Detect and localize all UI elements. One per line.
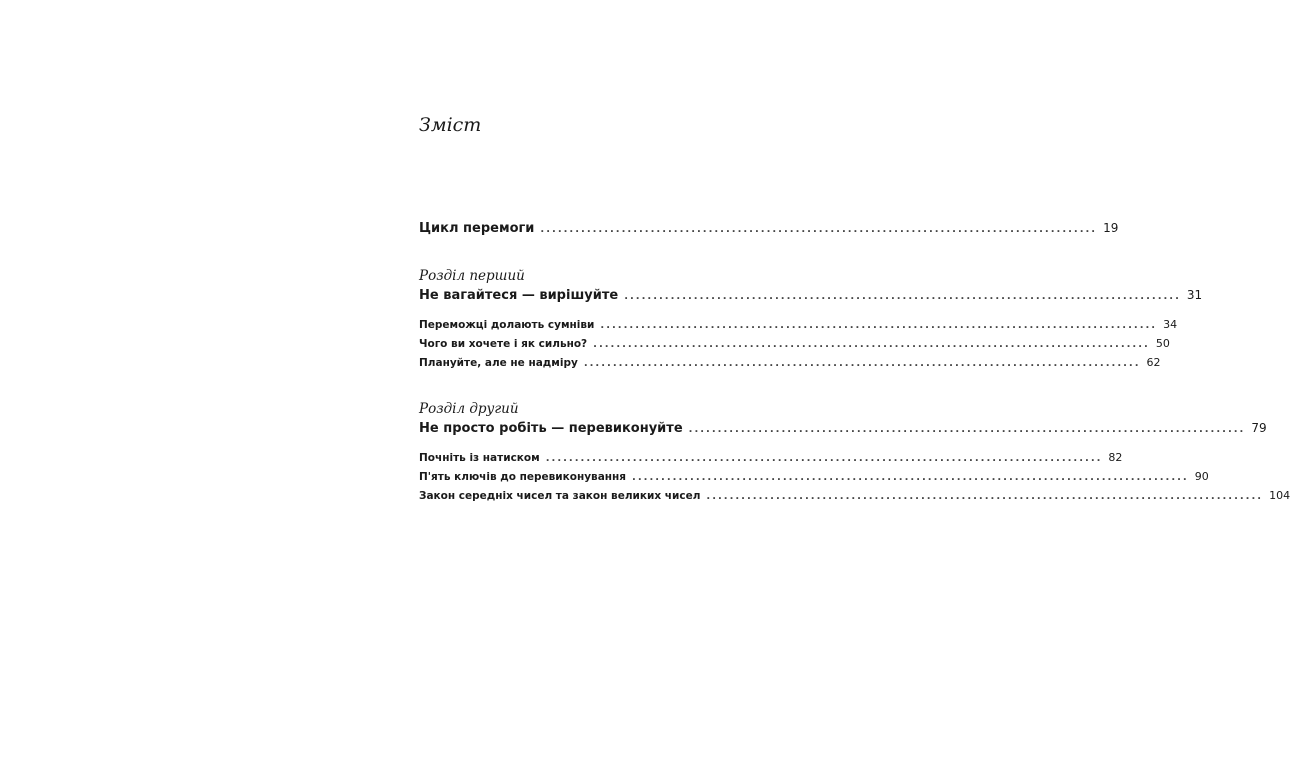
- toc-title: Зміст: [419, 114, 482, 136]
- toc-entry-page: 79: [1251, 421, 1267, 435]
- toc-item: [419, 337, 1170, 350]
- section-label-1: Розділ перший: [419, 268, 525, 284]
- toc-entry-page: 31: [1186, 288, 1203, 302]
- toc-entry-page: 50: [1155, 337, 1170, 350]
- toc-entry-page: 34: [1163, 318, 1178, 331]
- dot-leader: ................................................................................................: [632, 472, 1189, 483]
- toc-item: [419, 489, 1290, 502]
- toc-entry-label: Почніть із натиском: [419, 452, 540, 464]
- toc-entry-label: Переможці долають сумніви: [419, 319, 595, 331]
- dot-leader: ................................................................................................: [540, 224, 1098, 235]
- toc-entry-intro: [419, 221, 1119, 236]
- toc-entry-label: Не просто робіть — перевиконуйте: [419, 421, 683, 436]
- toc-entry-page: 82: [1108, 451, 1123, 464]
- toc-item: [419, 470, 1209, 483]
- toc-entry-page: 104: [1269, 489, 1290, 502]
- dot-leader: ................................................................................................: [545, 453, 1103, 464]
- toc-chapter-2: [419, 421, 1267, 436]
- toc-item: [419, 356, 1161, 369]
- toc-entry-page: 90: [1194, 470, 1209, 483]
- dot-leader: ................................................................................................: [583, 358, 1141, 369]
- toc-entry-page: 62: [1146, 356, 1161, 369]
- dot-leader: ................................................................................................: [688, 424, 1246, 435]
- dot-leader: ................................................................................................: [593, 339, 1150, 350]
- dot-leader: ................................................................................................: [624, 291, 1181, 302]
- toc-entry-label: Чого ви хочете і як сильно?: [419, 338, 588, 350]
- toc-entry-label: П'ять ключів до перевиконування: [419, 471, 627, 483]
- toc-entry-label: Цикл перемоги: [419, 221, 535, 236]
- toc-entry-label: Не вагайтеся — вирішуйте: [419, 288, 619, 303]
- toc-entry-label: Плануйте, але не надміру: [419, 357, 578, 369]
- section-label-2: Розділ другий: [419, 401, 519, 417]
- dot-leader: ................................................................................................: [706, 491, 1264, 502]
- dot-leader: ................................................................................................: [600, 320, 1158, 331]
- toc-chapter-1: [419, 288, 1203, 303]
- toc-item: [419, 318, 1178, 331]
- toc-entry-label: Закон середніх чисел та закон великих чисел: [419, 490, 701, 502]
- toc-entry-page: 19: [1103, 221, 1119, 235]
- toc-item: [419, 451, 1123, 464]
